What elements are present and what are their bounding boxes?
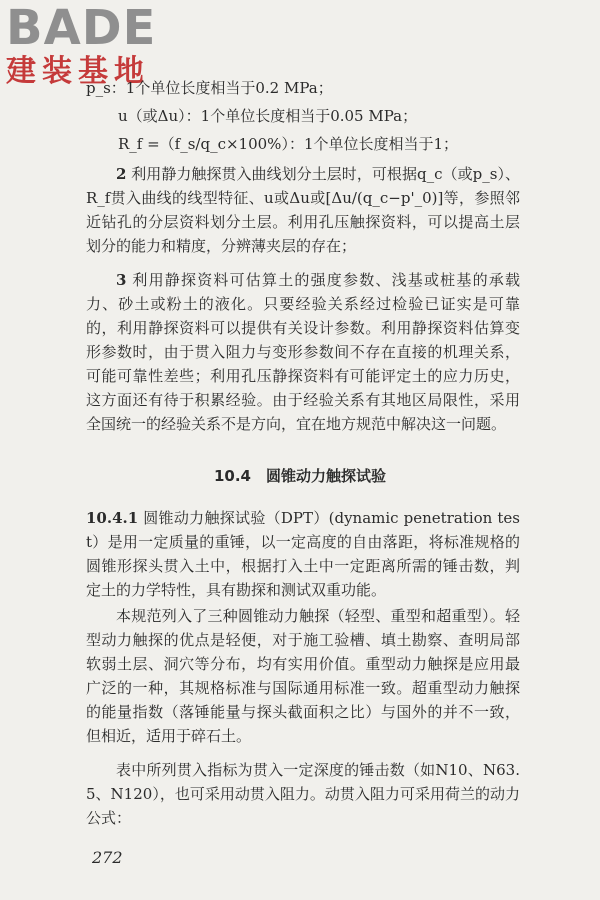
- brand-logo: [6, 2, 156, 90]
- section-heading: 10.4 圆锥动力触探试验: [213, 467, 386, 485]
- item-2-text: 利用静力触探贯入曲线划分土层时，可根据q_c（或p_s）、R_f贯入曲线的线型特征、u或Δu或[Δu/(q_c−p'_0)]等，参照邻近钻孔的分层资料划分土层。利用孔压触探资料，可以提高土层划分的能力和精度，分辨薄夹层的存在；: [86, 165, 520, 255]
- formula-line-u: u（或Δu）：1个单位长度相当于0.05 MPa；: [118, 107, 418, 125]
- paragraph-dpt-types: 本规范列入了三种圆锥动力触探（轻型、重型和超重型）。轻型动力触探的优点是轻便，对于施工验槽、填土勘察、查明局部软弱土层、洞穴等分布，均有实用价值。重型动力触探是应用最广泛的一种，其规格标准与国际通用标准一致。超重型动力触探的能量指数（落锤能量与探头截面积之比）与国外的并不一致，但相近，适用于碎石土。: [86, 607, 520, 745]
- clause-text: 圆锥动力触探试验（DPT）(dynamic penetration test）是用一定质量的重锤，以一定高度的自由落距，将标准规格的圆锥形探头贯入土中，根据打入土中一定距离所需的锤击数，判定土的力学特性，具有勘探和测试双重功能。: [86, 509, 520, 599]
- item-3-text: 利用静探资料可估算土的强度参数、浅基或桩基的承载力、砂土或粉土的液化。只要经验关系经过检验已证实是可靠的，利用静探资料可以提供有关设计参数。利用静探资料估算变形参数时，由于贯入阻力与变形参数间不存在直接的机理关系，可能可靠性差些；利用孔压静探资料有可能评定土的应力历史，这方面还有待于积累经验。由于经验关系有其地区局限性，采用全国统一的经验关系不是方向，宜在地方规范中解决这一问题。: [86, 271, 520, 433]
- item-3-number: 3: [116, 271, 127, 289]
- formula-line-ps: p_s：1个单位长度相当于0.2 MPa；: [86, 79, 333, 97]
- clause-number: 10.4.1: [86, 509, 139, 527]
- logo-tagline: 建装基地: [6, 54, 150, 89]
- logo-wordmark: BADE: [6, 0, 157, 56]
- formula-line-rf: R_f =（f_s/q_c×100%）：1个单位长度相当于1；: [118, 135, 459, 153]
- item-3: [86, 268, 520, 436]
- item-2-number: 2: [116, 165, 127, 183]
- page-number: 272: [92, 848, 123, 867]
- item-2: [86, 162, 520, 258]
- paragraph-penetration-index: 表中所列贯入指标为贯入一定深度的锤击数（如N10、N63.5、N120），也可采用动贯入阻力。动贯入阻力可采用荷兰的动力公式：: [86, 761, 520, 827]
- clause-10-4-1: [86, 506, 520, 602]
